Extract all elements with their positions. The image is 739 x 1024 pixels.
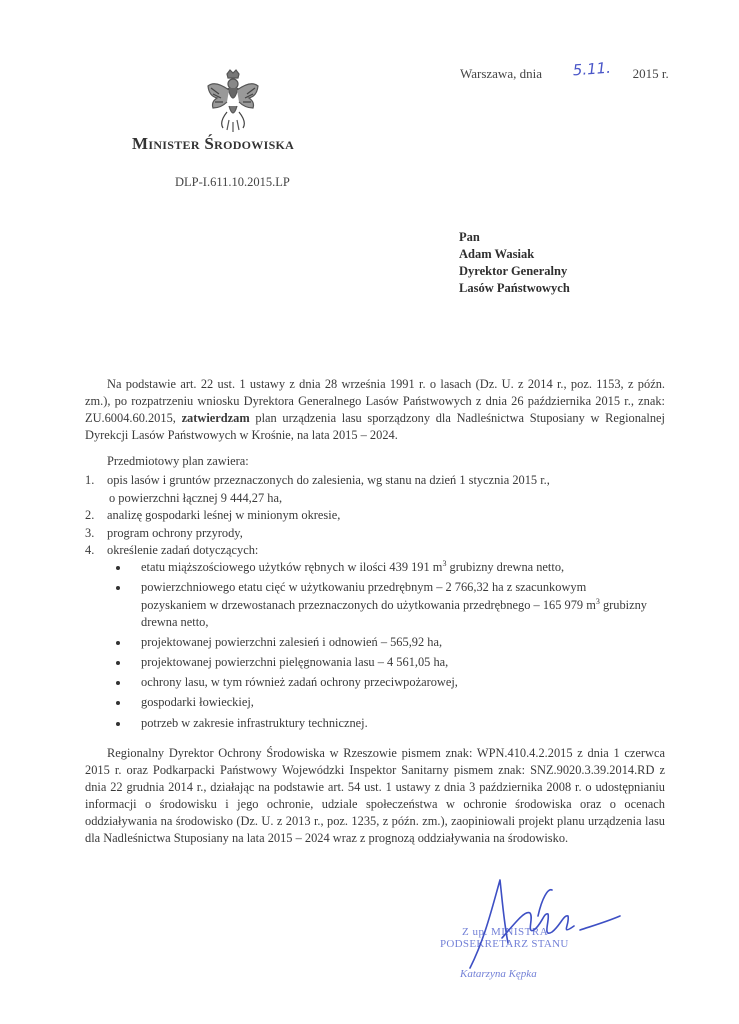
addressee-line: Lasów Państwowych — [459, 281, 570, 295]
list-item-number: 4. — [85, 543, 95, 557]
list-item-text-continued: o powierzchni łącznej 9 444,27 ha, — [109, 490, 283, 505]
bullet-item — [114, 674, 654, 692]
bullet-text: ochrony lasu, w tym również zadań ochrony przeciwpożarowej, — [141, 675, 458, 690]
addressee-line: Dyrektor Generalny — [459, 264, 568, 278]
list-item — [85, 507, 645, 525]
list-item-number: 2. — [85, 508, 95, 522]
addressee-block — [459, 229, 570, 297]
bullet-icon — [116, 681, 120, 685]
approval-keyword: zatwierdzam — [181, 411, 250, 425]
bullet-item — [114, 694, 654, 712]
bullet-item — [114, 579, 654, 632]
stamp-line-1: Z up. MINISTRA — [462, 926, 549, 938]
place-date-prefix: Warszawa, dnia — [460, 66, 542, 81]
place-date — [460, 58, 669, 82]
bullet-text: gospodarki łowieckiej, — [141, 695, 254, 710]
bullet-text: potrzeb w zakresie infrastruktury technicznej. — [141, 715, 368, 730]
list-item — [85, 525, 645, 543]
bullet-text-end: grubizny drewna netto, — [446, 560, 565, 574]
list-item-number: 1. — [85, 473, 95, 487]
minister-title-text: Minister Środowiska — [132, 134, 295, 153]
bullet-icon — [116, 701, 120, 705]
stamp-line-2: PODSEKRETARZ STANU — [440, 938, 569, 950]
superscript: 3 — [442, 558, 447, 568]
bullet-icon — [116, 586, 120, 590]
list-item-text: analizę gospodarki leśnej w minionym okresie, — [107, 508, 341, 522]
handwritten-date: 5.11. — [572, 58, 612, 80]
bullet-icon — [116, 661, 120, 665]
approval-paragraph — [85, 376, 665, 444]
addressee-line: Pan — [459, 230, 480, 244]
addressee-line: Adam Wasiak — [459, 247, 535, 261]
minister-title — [132, 134, 294, 154]
bullet-icon — [116, 566, 120, 570]
bullet-item — [114, 715, 654, 733]
list-item — [85, 542, 645, 560]
bullet-text-end: grubizny drewna netto, — [141, 597, 647, 630]
opinion-text: Regionalny Dyrektor Ochrony Środowiska w Rzeszowie pismem znak: WPN.410.4.2.2015 z dnia 1 czerwca 2015 r. oraz Podkarpacki Państwowy Wojewódzki Inspektor Sanitarny pismem znak: SNZ.9020.3.39.2014.RD z dnia 22 grudnia 2014 r., działając na podstawie art. 54 ust. 1 ustawy z dnia 3 października 2008 r. o udostępnianiu informacji o środowisku i jego ochronie, udziale społeczeństwa w ochronie środowiska oraz o ocenach oddziaływania na środowisko (Dz. U. z 2013 r., poz. 1235, z późn. zm.), zaopiniowali projekt planu urządzenia lasu dla Nadleśnictwa Stuposiany na lata 2015 – 2024 wraz z prognozą oddziaływania na środowisko. — [85, 746, 665, 845]
bullet-text: projektowanej powierzchni pielęgnowania lasu – 4 561,05 ha, — [141, 655, 449, 670]
bullet-icon — [116, 722, 120, 726]
approval-text-b: plan urządzenia lasu sporządzony dla Nadleśnictwa Stuposiany w Regionalnej Dyrekcji Lasów Państwowych w Krośnie, na lata 2015 – 2024. — [85, 411, 665, 442]
bullet-item — [114, 634, 654, 652]
list-item-number: 3. — [85, 525, 95, 540]
bullet-text: projektowanej powierzchni zalesień i odnowień – 565,92 ha, — [141, 635, 443, 650]
handwritten-signature-icon — [430, 868, 640, 988]
superscript: 3 — [595, 596, 600, 606]
list-item-text: program ochrony przyrody, — [107, 525, 243, 540]
bullet-item — [114, 559, 654, 577]
list-item-text: opis lasów i gruntów przeznaczonych do zalesienia, wg stanu na dzień 1 stycznia 2015 r., — [107, 473, 550, 487]
tasks-bullet-list — [114, 559, 654, 735]
place-date-suffix: 2015 r. — [632, 66, 669, 81]
eagle-emblem-icon — [205, 68, 261, 134]
reference-number: DLP-I.611.10.2015.LP — [175, 175, 290, 189]
contents-intro: Przedmiotowy plan zawiera: — [107, 454, 249, 468]
bullet-text: etatu miąższościowego użytków rębnych w ilości 439 191 m — [141, 560, 443, 574]
approval-text-a: Na podstawie art. 22 ust. 1 ustawy z dnia 28 września 1991 r. o lasach (Dz. U. z 2014 r., poz. 1153, z późn. zm.), po rozpatrzeniu wniosku Dyrektora Generalnego Lasów Państwowych z dnia 26 października 2015 r., znak: ZU.6004.60.2015, — [85, 377, 665, 425]
contents-numbered-list — [85, 472, 645, 560]
bullet-icon — [116, 641, 120, 645]
stamp-signatory: Katarzyna Kępka — [460, 968, 537, 980]
bullet-text: powierzchniowego etatu cięć w użytkowaniu przedrębnym – 2 766,32 ha z szacunkowym pozyskaniem w drzewostanach przeznaczonych do użytkowania przedrębnego – 165 979 m — [141, 580, 596, 612]
bullet-item — [114, 654, 654, 672]
list-item — [85, 472, 645, 507]
opinion-paragraph — [85, 745, 665, 847]
list-item-text: określenie zadań dotyczących: — [107, 543, 259, 557]
